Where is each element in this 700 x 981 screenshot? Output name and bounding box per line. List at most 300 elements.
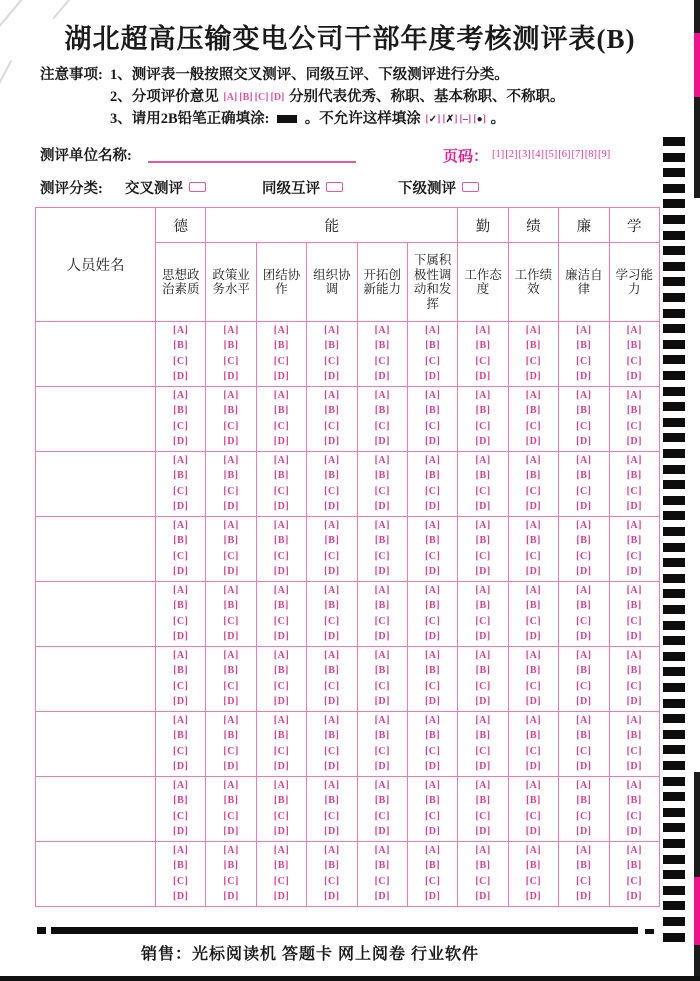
- option-bubble[interactable]: [A]: [173, 845, 189, 857]
- option-bubble[interactable]: [B]: [526, 860, 541, 872]
- option-bubble[interactable]: [D]: [424, 760, 441, 772]
- option-bubble[interactable]: [C]: [475, 355, 491, 367]
- option-bubble[interactable]: [C]: [525, 680, 542, 692]
- option-bubble[interactable]: [B]: [173, 405, 189, 417]
- option-bubble[interactable]: [D]: [475, 500, 491, 512]
- option-bubble[interactable]: [C]: [576, 810, 592, 822]
- option-bubble[interactable]: [B]: [223, 730, 239, 742]
- option-bubble[interactable]: [B]: [374, 730, 390, 742]
- option-bubble[interactable]: [B]: [526, 340, 541, 352]
- option-bubble[interactable]: [A]: [525, 520, 542, 532]
- option-bubble[interactable]: [A]: [525, 455, 542, 467]
- option-bubble[interactable]: [C]: [576, 355, 592, 367]
- option-bubble[interactable]: [C]: [324, 485, 340, 497]
- option-bubble[interactable]: [C]: [324, 875, 340, 887]
- option-bubble[interactable]: [D]: [324, 435, 340, 447]
- option-bubble[interactable]: [C]: [374, 615, 390, 627]
- option-bubble[interactable]: [B]: [576, 470, 592, 482]
- option-bubble[interactable]: [B]: [626, 405, 642, 417]
- option-bubble[interactable]: [A]: [576, 845, 592, 857]
- option-bubble[interactable]: [C]: [223, 875, 239, 887]
- option-bubble[interactable]: [B]: [425, 600, 441, 612]
- option-bubble[interactable]: [B]: [475, 535, 491, 547]
- option-bubble[interactable]: [C]: [324, 745, 340, 757]
- option-bubble[interactable]: [B]: [526, 600, 541, 612]
- page-number-option[interactable]: [9]: [598, 149, 611, 160]
- option-bubble[interactable]: [B]: [324, 535, 340, 547]
- option-bubble[interactable]: [D]: [626, 630, 642, 642]
- option-bubble[interactable]: [A]: [626, 455, 642, 467]
- option-bubble[interactable]: [B]: [374, 860, 390, 872]
- option-bubble[interactable]: [D]: [223, 695, 239, 707]
- option-bubble[interactable]: [C]: [525, 745, 542, 757]
- option-bubble[interactable]: [C]: [576, 875, 592, 887]
- option-bubble[interactable]: [A]: [223, 455, 239, 467]
- option-bubble[interactable]: [B]: [173, 730, 189, 742]
- option-bubble[interactable]: [D]: [223, 500, 239, 512]
- option-bubble[interactable]: [A]: [475, 585, 491, 597]
- option-bubble[interactable]: [A]: [374, 780, 390, 792]
- option-bubble[interactable]: [D]: [173, 695, 189, 707]
- option-bubble[interactable]: [B]: [173, 795, 189, 807]
- option-bubble[interactable]: [A]: [424, 715, 441, 727]
- option-bubble[interactable]: [C]: [273, 420, 290, 432]
- option-bubble[interactable]: [B]: [626, 535, 642, 547]
- option-bubble[interactable]: [C]: [374, 810, 390, 822]
- option-bubble[interactable]: [B]: [274, 405, 289, 417]
- option-bubble[interactable]: [B]: [223, 535, 239, 547]
- option-bubble[interactable]: [A]: [525, 715, 542, 727]
- option-bubble[interactable]: [B]: [274, 470, 289, 482]
- name-input-cell[interactable]: [36, 582, 156, 647]
- option-bubble[interactable]: [C]: [424, 810, 441, 822]
- option-bubble[interactable]: [C]: [324, 550, 340, 562]
- option-bubble[interactable]: [D]: [324, 500, 340, 512]
- option-bubble[interactable]: [D]: [324, 890, 340, 902]
- option-bubble[interactable]: [D]: [424, 370, 441, 382]
- option-bubble[interactable]: [A]: [576, 780, 592, 792]
- option-bubble[interactable]: [A]: [525, 650, 542, 662]
- option-bubble[interactable]: [A]: [576, 325, 592, 337]
- option-bubble[interactable]: [B]: [425, 340, 441, 352]
- option-bubble[interactable]: [A]: [223, 390, 239, 402]
- option-bubble[interactable]: [C]: [475, 485, 491, 497]
- option-bubble[interactable]: [B]: [374, 470, 390, 482]
- option-bubble[interactable]: [A]: [223, 325, 239, 337]
- option-bubble[interactable]: [B]: [626, 860, 642, 872]
- option-bubble[interactable]: [D]: [273, 825, 290, 837]
- name-input-cell[interactable]: [36, 387, 156, 452]
- option-bubble[interactable]: [C]: [223, 550, 239, 562]
- option-bubble[interactable]: [B]: [425, 795, 441, 807]
- option-bubble[interactable]: [D]: [525, 565, 542, 577]
- option-bubble[interactable]: [B]: [626, 795, 642, 807]
- option-bubble[interactable]: [B]: [324, 665, 340, 677]
- option-bubble[interactable]: [C]: [475, 810, 491, 822]
- page-number-option[interactable]: [4]: [531, 149, 544, 160]
- option-bubble[interactable]: [B]: [576, 795, 592, 807]
- option-bubble[interactable]: [B]: [374, 600, 390, 612]
- option-bubble[interactable]: [D]: [424, 630, 441, 642]
- option-bubble[interactable]: [A]: [223, 585, 239, 597]
- option-bubble[interactable]: [C]: [273, 745, 290, 757]
- option-bubble[interactable]: [A]: [475, 390, 491, 402]
- option-bubble[interactable]: [C]: [626, 550, 642, 562]
- option-bubble[interactable]: [D]: [374, 760, 390, 772]
- page-number-option[interactable]: [1]: [492, 149, 505, 160]
- option-bubble[interactable]: [A]: [475, 845, 491, 857]
- option-bubble[interactable]: [C]: [273, 615, 290, 627]
- option-bubble[interactable]: [D]: [223, 630, 239, 642]
- option-bubble[interactable]: [B]: [475, 730, 491, 742]
- option-bubble[interactable]: [C]: [173, 420, 189, 432]
- option-bubble[interactable]: [A]: [475, 780, 491, 792]
- option-bubble[interactable]: [A]: [576, 585, 592, 597]
- option-bubble[interactable]: [A]: [374, 325, 390, 337]
- option-bubble[interactable]: [A]: [626, 325, 642, 337]
- option-bubble[interactable]: [D]: [173, 435, 189, 447]
- option-bubble[interactable]: [B]: [374, 795, 390, 807]
- option-bubble[interactable]: [A]: [324, 325, 340, 337]
- option-bubble[interactable]: [A]: [576, 390, 592, 402]
- option-bubble[interactable]: [A]: [475, 650, 491, 662]
- option-bubble[interactable]: [C]: [324, 615, 340, 627]
- option-bubble[interactable]: [A]: [173, 650, 189, 662]
- option-bubble[interactable]: [D]: [374, 565, 390, 577]
- option-bubble[interactable]: [A]: [374, 585, 390, 597]
- option-bubble[interactable]: [A]: [273, 455, 290, 467]
- option-bubble[interactable]: [B]: [475, 795, 491, 807]
- option-bubble[interactable]: [A]: [223, 715, 239, 727]
- option-bubble[interactable]: [C]: [626, 680, 642, 692]
- option-bubble[interactable]: [D]: [525, 630, 542, 642]
- option-bubble[interactable]: [A]: [576, 715, 592, 727]
- option-bubble[interactable]: [C]: [475, 615, 491, 627]
- option-bubble[interactable]: [A]: [626, 390, 642, 402]
- option-bubble[interactable]: [D]: [324, 630, 340, 642]
- option-bubble[interactable]: [C]: [626, 810, 642, 822]
- option-bubble[interactable]: [B]: [324, 730, 340, 742]
- option-bubble[interactable]: [D]: [424, 500, 441, 512]
- option-bubble[interactable]: [D]: [223, 435, 239, 447]
- option-bubble[interactable]: [C]: [424, 550, 441, 562]
- option-bubble[interactable]: [D]: [424, 695, 441, 707]
- option-bubble[interactable]: [D]: [374, 500, 390, 512]
- option-bubble[interactable]: [B]: [475, 600, 491, 612]
- option-bubble[interactable]: [A]: [273, 585, 290, 597]
- option-bubble[interactable]: [D]: [626, 760, 642, 772]
- option-bubble[interactable]: [A]: [525, 845, 542, 857]
- option-bubble[interactable]: [C]: [626, 485, 642, 497]
- option-bubble[interactable]: [A]: [475, 455, 491, 467]
- option-bubble[interactable]: [D]: [424, 890, 441, 902]
- option-bubble[interactable]: [D]: [173, 825, 189, 837]
- option-bubble[interactable]: [A]: [374, 455, 390, 467]
- option-bubble[interactable]: [A]: [273, 325, 290, 337]
- name-input-cell[interactable]: [36, 777, 156, 842]
- option-bubble[interactable]: [A]: [525, 325, 542, 337]
- option-bubble[interactable]: [D]: [223, 565, 239, 577]
- option-bubble[interactable]: [B]: [223, 795, 239, 807]
- option-bubble[interactable]: [A]: [626, 715, 642, 727]
- option-bubble[interactable]: [B]: [173, 600, 189, 612]
- option-bubble[interactable]: [D]: [324, 565, 340, 577]
- option-bubble[interactable]: [D]: [223, 825, 239, 837]
- option-bubble[interactable]: [B]: [526, 730, 541, 742]
- classification-checkbox[interactable]: [326, 182, 343, 192]
- option-bubble[interactable]: [D]: [424, 435, 441, 447]
- option-bubble[interactable]: [D]: [223, 890, 239, 902]
- option-bubble[interactable]: [D]: [626, 565, 642, 577]
- option-bubble[interactable]: [A]: [223, 520, 239, 532]
- option-bubble[interactable]: [A]: [173, 780, 189, 792]
- option-bubble[interactable]: [D]: [273, 370, 290, 382]
- option-bubble[interactable]: [D]: [626, 890, 642, 902]
- option-bubble[interactable]: [C]: [576, 615, 592, 627]
- option-bubble[interactable]: [B]: [223, 600, 239, 612]
- option-bubble[interactable]: [B]: [526, 405, 541, 417]
- option-bubble[interactable]: [B]: [526, 470, 541, 482]
- option-bubble[interactable]: [B]: [324, 860, 340, 872]
- option-bubble[interactable]: [B]: [324, 405, 340, 417]
- page-number-option[interactable]: [7]: [571, 149, 584, 160]
- option-bubble[interactable]: [C]: [525, 810, 542, 822]
- option-bubble[interactable]: [D]: [576, 630, 592, 642]
- option-bubble[interactable]: [B]: [223, 340, 239, 352]
- option-bubble[interactable]: [A]: [273, 780, 290, 792]
- option-bubble[interactable]: [C]: [576, 680, 592, 692]
- option-bubble[interactable]: [A]: [324, 390, 340, 402]
- option-bubble[interactable]: [A]: [173, 455, 189, 467]
- option-bubble[interactable]: [D]: [223, 370, 239, 382]
- option-bubble[interactable]: [C]: [223, 420, 239, 432]
- option-bubble[interactable]: [C]: [424, 680, 441, 692]
- option-bubble[interactable]: [A]: [273, 845, 290, 857]
- name-input-cell[interactable]: [36, 452, 156, 517]
- page-number-option[interactable]: [2]: [505, 149, 518, 160]
- option-bubble[interactable]: [D]: [576, 760, 592, 772]
- option-bubble[interactable]: [B]: [223, 470, 239, 482]
- option-bubble[interactable]: [D]: [576, 500, 592, 512]
- option-bubble[interactable]: [D]: [626, 435, 642, 447]
- option-bubble[interactable]: [D]: [273, 695, 290, 707]
- option-bubble[interactable]: [A]: [626, 650, 642, 662]
- option-bubble[interactable]: [C]: [525, 615, 542, 627]
- option-bubble[interactable]: [A]: [374, 390, 390, 402]
- option-bubble[interactable]: [D]: [374, 890, 390, 902]
- option-bubble[interactable]: [A]: [324, 585, 340, 597]
- option-bubble[interactable]: [D]: [173, 890, 189, 902]
- option-bubble[interactable]: [B]: [475, 405, 491, 417]
- option-bubble[interactable]: [C]: [576, 420, 592, 432]
- option-bubble[interactable]: [C]: [525, 875, 542, 887]
- option-bubble[interactable]: [B]: [576, 600, 592, 612]
- option-bubble[interactable]: [A]: [626, 520, 642, 532]
- name-input-cell[interactable]: [36, 842, 156, 907]
- option-bubble[interactable]: [D]: [576, 370, 592, 382]
- option-bubble[interactable]: [D]: [173, 760, 189, 772]
- option-bubble[interactable]: [D]: [324, 695, 340, 707]
- option-bubble[interactable]: [C]: [273, 810, 290, 822]
- page-number-option[interactable]: [8]: [584, 149, 597, 160]
- option-bubble[interactable]: [D]: [374, 630, 390, 642]
- option-bubble[interactable]: [B]: [223, 405, 239, 417]
- option-bubble[interactable]: [C]: [424, 875, 441, 887]
- option-bubble[interactable]: [C]: [374, 485, 390, 497]
- option-bubble[interactable]: [A]: [374, 650, 390, 662]
- option-bubble[interactable]: [C]: [424, 615, 441, 627]
- option-bubble[interactable]: [B]: [475, 860, 491, 872]
- option-bubble[interactable]: [A]: [475, 325, 491, 337]
- option-bubble[interactable]: [D]: [273, 500, 290, 512]
- option-bubble[interactable]: [B]: [576, 665, 592, 677]
- option-bubble[interactable]: [D]: [173, 370, 189, 382]
- option-bubble[interactable]: [B]: [274, 860, 289, 872]
- option-bubble[interactable]: [A]: [424, 780, 441, 792]
- option-bubble[interactable]: [D]: [475, 890, 491, 902]
- option-bubble[interactable]: [D]: [173, 500, 189, 512]
- name-input-cell[interactable]: [36, 517, 156, 582]
- option-bubble[interactable]: [C]: [475, 680, 491, 692]
- page-number-option[interactable]: [6]: [558, 149, 571, 160]
- option-bubble[interactable]: [C]: [223, 810, 239, 822]
- option-bubble[interactable]: [B]: [274, 535, 289, 547]
- option-bubble[interactable]: [D]: [374, 825, 390, 837]
- option-bubble[interactable]: [C]: [273, 875, 290, 887]
- option-bubble[interactable]: [C]: [424, 420, 441, 432]
- option-bubble[interactable]: [C]: [324, 355, 340, 367]
- option-bubble[interactable]: [D]: [273, 630, 290, 642]
- option-bubble[interactable]: [A]: [324, 845, 340, 857]
- option-bubble[interactable]: [A]: [173, 390, 189, 402]
- option-bubble[interactable]: [A]: [223, 780, 239, 792]
- option-bubble[interactable]: [B]: [475, 470, 491, 482]
- option-bubble[interactable]: [D]: [576, 565, 592, 577]
- option-bubble[interactable]: [A]: [374, 845, 390, 857]
- option-bubble[interactable]: [C]: [173, 680, 189, 692]
- page-number-option[interactable]: [3]: [518, 149, 531, 160]
- option-bubble[interactable]: [A]: [525, 390, 542, 402]
- option-bubble[interactable]: [D]: [475, 825, 491, 837]
- option-bubble[interactable]: [D]: [525, 695, 542, 707]
- option-bubble[interactable]: [B]: [576, 405, 592, 417]
- option-bubble[interactable]: [B]: [576, 860, 592, 872]
- option-bubble[interactable]: [A]: [525, 780, 542, 792]
- name-input-cell[interactable]: [36, 712, 156, 777]
- option-bubble[interactable]: [C]: [324, 680, 340, 692]
- option-bubble[interactable]: [A]: [273, 650, 290, 662]
- option-bubble[interactable]: [D]: [626, 695, 642, 707]
- option-bubble[interactable]: [A]: [173, 715, 189, 727]
- option-bubble[interactable]: [A]: [324, 455, 340, 467]
- option-bubble[interactable]: [A]: [223, 845, 239, 857]
- option-bubble[interactable]: [A]: [475, 715, 491, 727]
- option-bubble[interactable]: [B]: [576, 730, 592, 742]
- option-bubble[interactable]: [B]: [173, 340, 189, 352]
- option-bubble[interactable]: [C]: [576, 485, 592, 497]
- option-bubble[interactable]: [D]: [324, 370, 340, 382]
- option-bubble[interactable]: [B]: [526, 665, 541, 677]
- option-bubble[interactable]: [C]: [173, 810, 189, 822]
- option-bubble[interactable]: [D]: [475, 370, 491, 382]
- option-bubble[interactable]: [B]: [475, 665, 491, 677]
- option-bubble[interactable]: [A]: [273, 715, 290, 727]
- option-bubble[interactable]: [D]: [576, 695, 592, 707]
- option-bubble[interactable]: [C]: [374, 745, 390, 757]
- option-bubble[interactable]: [D]: [324, 825, 340, 837]
- option-bubble[interactable]: [C]: [424, 485, 441, 497]
- option-bubble[interactable]: [B]: [526, 535, 541, 547]
- option-bubble[interactable]: [A]: [576, 650, 592, 662]
- option-bubble[interactable]: [D]: [525, 890, 542, 902]
- classification-checkbox[interactable]: [189, 182, 206, 192]
- option-bubble[interactable]: [A]: [374, 715, 390, 727]
- option-bubble[interactable]: [B]: [173, 535, 189, 547]
- option-bubble[interactable]: [D]: [475, 565, 491, 577]
- option-bubble[interactable]: [C]: [223, 615, 239, 627]
- option-bubble[interactable]: [B]: [274, 340, 289, 352]
- option-bubble[interactable]: [C]: [273, 680, 290, 692]
- option-bubble[interactable]: [C]: [223, 680, 239, 692]
- option-bubble[interactable]: [C]: [626, 875, 642, 887]
- option-bubble[interactable]: [B]: [425, 470, 441, 482]
- option-bubble[interactable]: [A]: [374, 520, 390, 532]
- option-bubble[interactable]: [B]: [425, 730, 441, 742]
- option-bubble[interactable]: [D]: [525, 435, 542, 447]
- option-bubble[interactable]: [B]: [425, 535, 441, 547]
- option-bubble[interactable]: [D]: [273, 565, 290, 577]
- option-bubble[interactable]: [C]: [273, 550, 290, 562]
- option-bubble[interactable]: [B]: [274, 665, 289, 677]
- option-bubble[interactable]: [B]: [374, 665, 390, 677]
- option-bubble[interactable]: [C]: [576, 745, 592, 757]
- option-bubble[interactable]: [C]: [324, 420, 340, 432]
- option-bubble[interactable]: [B]: [274, 795, 289, 807]
- option-bubble[interactable]: [A]: [424, 650, 441, 662]
- option-bubble[interactable]: [A]: [424, 520, 441, 532]
- option-bubble[interactable]: [D]: [273, 435, 290, 447]
- option-bubble[interactable]: [C]: [626, 745, 642, 757]
- option-bubble[interactable]: [A]: [424, 585, 441, 597]
- name-input-cell[interactable]: [36, 322, 156, 387]
- option-bubble[interactable]: [D]: [424, 825, 441, 837]
- option-bubble[interactable]: [C]: [525, 420, 542, 432]
- option-bubble[interactable]: [B]: [626, 340, 642, 352]
- option-bubble[interactable]: [A]: [576, 455, 592, 467]
- option-bubble[interactable]: [C]: [374, 355, 390, 367]
- option-bubble[interactable]: [C]: [424, 745, 441, 757]
- option-bubble[interactable]: [C]: [525, 485, 542, 497]
- option-bubble[interactable]: [C]: [173, 745, 189, 757]
- option-bubble[interactable]: [A]: [324, 650, 340, 662]
- option-bubble[interactable]: [C]: [374, 875, 390, 887]
- option-bubble[interactable]: [A]: [424, 325, 441, 337]
- option-bubble[interactable]: [C]: [173, 550, 189, 562]
- option-bubble[interactable]: [A]: [475, 520, 491, 532]
- option-bubble[interactable]: [D]: [424, 565, 441, 577]
- option-bubble[interactable]: [A]: [424, 455, 441, 467]
- option-bubble[interactable]: [D]: [324, 760, 340, 772]
- option-bubble[interactable]: [C]: [475, 420, 491, 432]
- option-bubble[interactable]: [C]: [525, 550, 542, 562]
- option-bubble[interactable]: [A]: [424, 845, 441, 857]
- option-bubble[interactable]: [B]: [374, 535, 390, 547]
- option-bubble[interactable]: [A]: [324, 520, 340, 532]
- option-bubble[interactable]: [B]: [626, 600, 642, 612]
- option-bubble[interactable]: [A]: [324, 780, 340, 792]
- option-bubble[interactable]: [D]: [626, 370, 642, 382]
- classification-checkbox[interactable]: [462, 182, 479, 192]
